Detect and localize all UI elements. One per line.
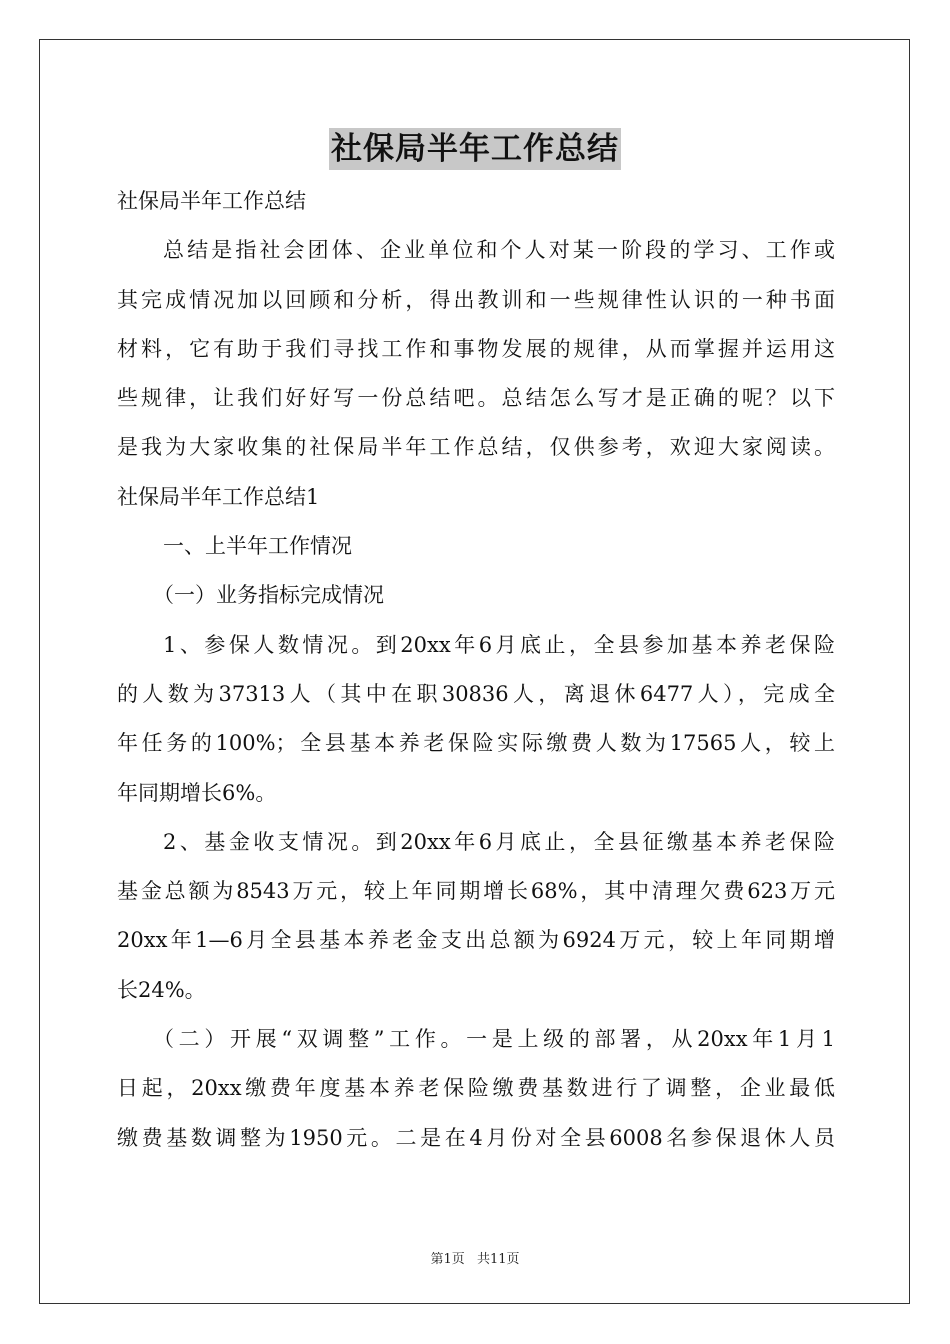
- subtitle-line: 社保局半年工作总结: [117, 189, 306, 213]
- heading-line: （一）业务指标完成情况: [153, 583, 384, 608]
- page-total: 共11页: [476, 1252, 520, 1267]
- paragraph-line: 其完成情况加以回顾和分析，得出教训和一些规律性认识的一种书面: [117, 287, 835, 312]
- paragraph-line: 缴费基数调整为1950元。二是在4月份对全县6008名参保退休人员: [117, 1125, 835, 1150]
- paragraph-line: 20xx年1—6月全县基本养老金支出总额为6924万元，较上年同期增: [117, 928, 835, 953]
- page-number: 第1页: [430, 1252, 465, 1267]
- paragraph-line: 的人数为37313人（其中在职30836人，离退休6477人），完成全: [117, 681, 835, 706]
- paragraph-line: 材料，它有助于我们寻找工作和事物发展的规律，从而掌握并运用这: [117, 336, 835, 361]
- section-heading: 社保局半年工作总结1: [117, 484, 320, 509]
- paragraph-line: 年任务的100%；全县基本养老保险实际缴费人数为17565人，较上: [117, 731, 835, 756]
- title-container: [0, 128, 950, 170]
- paragraph-line: 1、参保人数情况。到20xx年6月底止，全县参加基本养老保险: [163, 632, 835, 657]
- document-body: [117, 177, 835, 1163]
- paragraph-line: （二）开展“双调整”工作。一是上级的部署，从20xx年1月1: [153, 1027, 835, 1052]
- paragraph-line: 年同期增长6%。: [117, 780, 277, 805]
- paragraph-line: 总结是指社会团体、企业单位和个人对某一阶段的学习、工作或: [163, 238, 835, 263]
- paragraph-line: 基金总额为8543万元，较上年同期增长68%，其中清理欠费623万元: [117, 879, 835, 904]
- heading-line: 一、上半年工作情况: [163, 534, 352, 559]
- paragraph-line: 些规律，让我们好好写一份总结吧。总结怎么写才是正确的呢？以下: [117, 386, 835, 411]
- document-title: 社保局半年工作总结: [329, 128, 621, 170]
- paragraph-line: 日起，20xx缴费年度基本养老保险缴费基数进行了调整，企业最低: [117, 1076, 835, 1101]
- paragraph-line: 2、基金收支情况。到20xx年6月底止，全县征缴基本养老保险: [163, 829, 835, 854]
- page-footer: [0, 1248, 950, 1267]
- paragraph-line: 是我为大家收集的社保局半年工作总结，仅供参考，欢迎大家阅读。: [117, 435, 835, 460]
- paragraph-line: 长24%。: [117, 977, 206, 1002]
